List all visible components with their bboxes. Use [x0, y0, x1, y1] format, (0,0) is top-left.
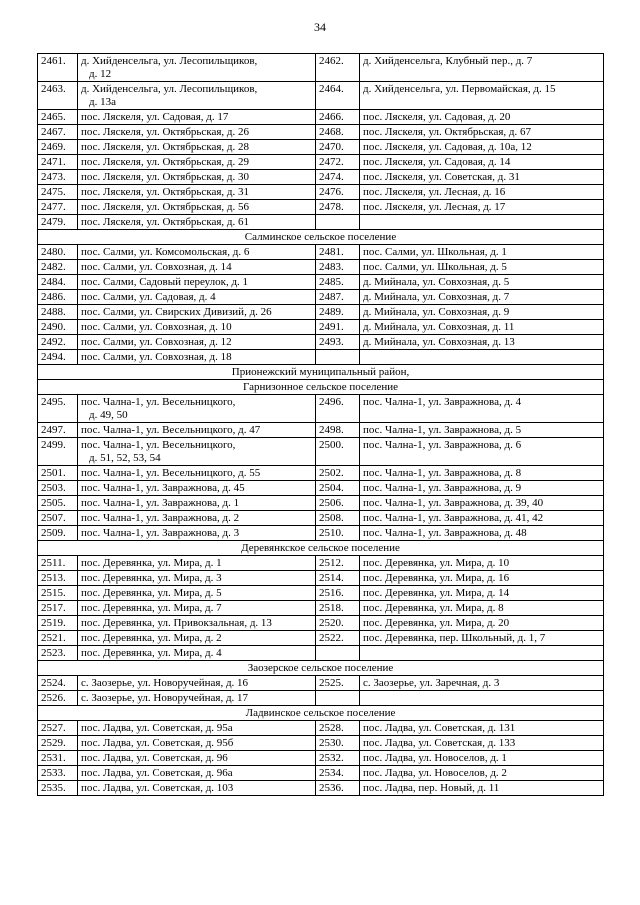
table-row	[38, 110, 604, 125]
entry-number: 2529.	[38, 736, 78, 751]
entry-number: 2504.	[316, 481, 360, 496]
table-row	[38, 496, 604, 511]
entry-number	[316, 350, 360, 365]
entry-address-line: пос. Деревянка, ул. Мира, д. 3	[81, 572, 222, 584]
entry-number: 2518.	[316, 601, 360, 616]
entry-number: 2468.	[316, 125, 360, 140]
entry-address: пос. Чална-1, ул. Завражнова, д. 8	[360, 466, 604, 481]
table-row	[38, 751, 604, 766]
entry-number: 2465.	[38, 110, 78, 125]
entry-address	[78, 170, 316, 185]
entry-address: пос. Ладва, ул. Новоселов, д. 1	[360, 751, 604, 766]
entry-address	[78, 571, 316, 586]
entry-address	[78, 155, 316, 170]
entry-address	[78, 290, 316, 305]
entry-number: 2479.	[38, 215, 78, 230]
entry-address-line: пос. Деревянка, ул. Мира, д. 4	[81, 647, 222, 659]
entry-address-line: пос. Чална-1, ул. Весельницкого, д. 47	[81, 424, 261, 436]
entry-number: 2505.	[38, 496, 78, 511]
table-row	[38, 350, 604, 365]
section-header-row	[38, 230, 604, 245]
entry-address	[78, 646, 316, 661]
entry-number: 2492.	[38, 335, 78, 350]
entry-number: 2512.	[316, 556, 360, 571]
entry-address: пос. Ляскеля, ул. Садовая, д. 14	[360, 155, 604, 170]
entry-number: 2508.	[316, 511, 360, 526]
entry-address	[360, 691, 604, 706]
entry-number: 2477.	[38, 200, 78, 215]
entry-address	[78, 275, 316, 290]
entry-number: 2520.	[316, 616, 360, 631]
entry-number: 2461.	[38, 54, 78, 82]
entry-address: пос. Деревянка, ул. Мира, д. 16	[360, 571, 604, 586]
entry-address	[78, 395, 316, 423]
entry-number: 2464.	[316, 82, 360, 110]
entry-address-line: пос. Деревянка, ул. Мира, д. 1	[81, 557, 222, 569]
entry-number: 2514.	[316, 571, 360, 586]
entry-address-line: пос. Ладва, ул. Советская, д. 95а	[81, 722, 233, 734]
table-row	[38, 140, 604, 155]
entry-number: 2497.	[38, 423, 78, 438]
entry-number: 2498.	[316, 423, 360, 438]
table-row	[38, 556, 604, 571]
entry-number: 2503.	[38, 481, 78, 496]
table-row	[38, 245, 604, 260]
entry-address	[78, 200, 316, 215]
entry-address: пос. Деревянка, ул. Мира, д. 20	[360, 616, 604, 631]
entry-number	[316, 646, 360, 661]
table-row	[38, 82, 604, 110]
entry-number: 2516.	[316, 586, 360, 601]
entry-address-line: пос. Ляскеля, ул. Октябрьская, д. 56	[81, 201, 250, 213]
entry-address-line: пос. Салми, ул. Совхозная, д. 14	[81, 261, 232, 273]
entry-number: 2495.	[38, 395, 78, 423]
entry-address: пос. Салми, ул. Школьная, д. 5	[360, 260, 604, 275]
entry-address-line: пос. Ляскеля, ул. Октябрьская, д. 61	[81, 216, 250, 228]
entry-number: 2517.	[38, 601, 78, 616]
entry-address: пос. Салми, ул. Школьная, д. 1	[360, 245, 604, 260]
section-header-row	[38, 661, 604, 676]
entry-address: пос. Деревянка, ул. Мира, д. 14	[360, 586, 604, 601]
entry-address: пос. Ляскеля, ул. Лесная, д. 16	[360, 185, 604, 200]
table-row	[38, 170, 604, 185]
entry-number: 2484.	[38, 275, 78, 290]
entry-address-line: пос. Ляскеля, ул. Октябрьская, д. 26	[81, 126, 250, 138]
entry-address: д. Хийденсельга, ул. Первомайская, д. 15	[360, 82, 604, 110]
table-row	[38, 305, 604, 320]
table-row	[38, 526, 604, 541]
entry-number: 2507.	[38, 511, 78, 526]
entry-number: 2490.	[38, 320, 78, 335]
entry-address: д. Мийнала, ул. Совхозная, д. 13	[360, 335, 604, 350]
entry-address	[78, 466, 316, 481]
entry-number: 2500.	[316, 438, 360, 466]
entry-address-line: пос. Ляскеля, ул. Октябрьская, д. 29	[81, 156, 250, 168]
entry-address-line: пос. Ляскеля, ул. Октябрьская, д. 28	[81, 141, 250, 153]
table-row	[38, 586, 604, 601]
section-title: Гарнизонное сельское поселение	[38, 380, 604, 395]
entry-address: пос. Чална-1, ул. Завражнова, д. 9	[360, 481, 604, 496]
section-header-row	[38, 541, 604, 556]
entry-address-line: пос. Чална-1, ул. Весельницкого,	[81, 396, 236, 408]
entry-address	[360, 215, 604, 230]
entry-address	[78, 766, 316, 781]
entry-address-line: пос. Ляскеля, ул. Октябрьская, д. 31	[81, 186, 250, 198]
entry-number: 2473.	[38, 170, 78, 185]
entry-number: 2511.	[38, 556, 78, 571]
entry-number: 2534.	[316, 766, 360, 781]
entry-number: 2502.	[316, 466, 360, 481]
entry-address-line: пос. Салми, ул. Совхозная, д. 12	[81, 336, 232, 348]
entry-number: 2470.	[316, 140, 360, 155]
entry-address	[78, 54, 316, 82]
entry-address	[78, 335, 316, 350]
entry-address	[78, 526, 316, 541]
entry-address	[78, 125, 316, 140]
section-header-row	[38, 706, 604, 721]
entry-address	[78, 140, 316, 155]
entry-address	[78, 185, 316, 200]
entry-address: с. Заозерье, ул. Заречная, д. 3	[360, 676, 604, 691]
entry-address	[78, 423, 316, 438]
entry-address: пос. Ладва, ул. Советская, д. 133	[360, 736, 604, 751]
entry-address: д. Мийнала, ул. Совхозная, д. 7	[360, 290, 604, 305]
entry-number: 2471.	[38, 155, 78, 170]
entry-address-line: пос. Чална-1, ул. Весельницкого, д. 55	[81, 467, 261, 479]
entry-address	[78, 736, 316, 751]
entry-number: 2482.	[38, 260, 78, 275]
section-title: Деревянкское сельское поселение	[38, 541, 604, 556]
entry-address-line: с. Заозерье, ул. Новоручейная, д. 17	[81, 692, 249, 704]
entry-address-line: пос. Деревянка, ул. Мира, д. 5	[81, 587, 222, 599]
table-row	[38, 631, 604, 646]
entry-address-line: пос. Чална-1, ул. Завражнова, д. 3	[81, 527, 240, 539]
entry-number: 2532.	[316, 751, 360, 766]
entry-address: пос. Деревянка, ул. Мира, д. 10	[360, 556, 604, 571]
section-header-row	[38, 380, 604, 395]
table-row	[38, 481, 604, 496]
section-header-row	[38, 365, 604, 380]
section-title: Ладвинское сельское поселение	[38, 706, 604, 721]
entry-address-line: пос. Чална-1, ул. Завражнова, д. 1	[81, 497, 240, 509]
entry-number: 2488.	[38, 305, 78, 320]
entry-number: 2463.	[38, 82, 78, 110]
entry-number: 2509.	[38, 526, 78, 541]
table-row	[38, 185, 604, 200]
entry-number: 2523.	[38, 646, 78, 661]
address-table-body	[38, 54, 604, 796]
entry-address	[78, 631, 316, 646]
entry-address: д. Хийденсельга, Клубный пер., д. 7	[360, 54, 604, 82]
entry-number: 2491.	[316, 320, 360, 335]
table-row	[38, 423, 604, 438]
entry-address: д. Мийнала, ул. Совхозная, д. 9	[360, 305, 604, 320]
entry-address: пос. Чална-1, ул. Завражнова, д. 6	[360, 438, 604, 466]
table-row	[38, 200, 604, 215]
table-row	[38, 601, 604, 616]
entry-number: 2462.	[316, 54, 360, 82]
entry-address	[78, 556, 316, 571]
entry-number: 2530.	[316, 736, 360, 751]
entry-number: 2515.	[38, 586, 78, 601]
table-row	[38, 571, 604, 586]
entry-number: 2524.	[38, 676, 78, 691]
entry-number: 2475.	[38, 185, 78, 200]
entry-address-line: пос. Деревянка, ул. Мира, д. 7	[81, 602, 222, 614]
entry-address-continuation: д. 12	[89, 68, 112, 80]
table-row	[38, 766, 604, 781]
entry-address-line: пос. Салми, ул. Совхозная, д. 18	[81, 351, 232, 363]
entry-number: 2531.	[38, 751, 78, 766]
entry-address	[78, 721, 316, 736]
table-row	[38, 290, 604, 305]
entry-address: пос. Чална-1, ул. Завражнова, д. 39, 40	[360, 496, 604, 511]
entry-address-line: пос. Салми, Садовый переулок, д. 1	[81, 276, 249, 288]
table-row	[38, 320, 604, 335]
entry-address	[78, 586, 316, 601]
entry-address	[78, 350, 316, 365]
table-row	[38, 721, 604, 736]
entry-number: 2486.	[38, 290, 78, 305]
entry-number: 2510.	[316, 526, 360, 541]
entry-number: 2493.	[316, 335, 360, 350]
entry-address: пос. Ляскеля, ул. Садовая, д. 20	[360, 110, 604, 125]
entry-number: 2506.	[316, 496, 360, 511]
entry-address	[360, 350, 604, 365]
entry-address: пос. Чална-1, ул. Завражнова, д. 48	[360, 526, 604, 541]
entry-address	[78, 676, 316, 691]
entry-number: 2522.	[316, 631, 360, 646]
entry-number: 2521.	[38, 631, 78, 646]
entry-address	[78, 781, 316, 796]
entry-number: 2466.	[316, 110, 360, 125]
entry-address-line: пос. Чална-1, ул. Завражнова, д. 2	[81, 512, 240, 524]
entry-number: 2526.	[38, 691, 78, 706]
entry-address-line: пос. Салми, ул. Свирских Дивизий, д. 26	[81, 306, 272, 318]
entry-number: 2536.	[316, 781, 360, 796]
table-row	[38, 466, 604, 481]
entry-address	[78, 320, 316, 335]
entry-number: 2527.	[38, 721, 78, 736]
entry-address-continuation: д. 13а	[89, 96, 116, 108]
entry-address-line: пос. Салми, ул. Комсомольская, д. 6	[81, 246, 250, 258]
entry-number: 2519.	[38, 616, 78, 631]
table-row	[38, 676, 604, 691]
entry-number: 2496.	[316, 395, 360, 423]
entry-address-line: пос. Ладва, ул. Советская, д. 95б	[81, 737, 234, 749]
entry-address-line: пос. Ладва, ул. Советская, д. 96а	[81, 767, 233, 779]
section-title: Салминское сельское поселение	[38, 230, 604, 245]
entry-address-line: пос. Салми, ул. Совхозная, д. 10	[81, 321, 232, 333]
entry-number: 2535.	[38, 781, 78, 796]
entry-number: 2483.	[316, 260, 360, 275]
entry-address	[78, 751, 316, 766]
table-row	[38, 54, 604, 82]
entry-address	[78, 511, 316, 526]
entry-number	[316, 215, 360, 230]
entry-address	[78, 616, 316, 631]
entry-number: 2501.	[38, 466, 78, 481]
table-row	[38, 215, 604, 230]
entry-address	[78, 82, 316, 110]
table-row	[38, 511, 604, 526]
entry-address-line: д. Хийденсельга, ул. Лесопильщиков,	[81, 83, 258, 95]
entry-address-line: д. Хийденсельга, ул. Лесопильщиков,	[81, 55, 258, 67]
address-table	[37, 53, 604, 796]
table-row	[38, 736, 604, 751]
entry-address: пос. Чална-1, ул. Завражнова, д. 41, 42	[360, 511, 604, 526]
entry-address	[78, 215, 316, 230]
table-row	[38, 125, 604, 140]
entry-number: 2476.	[316, 185, 360, 200]
entry-address	[78, 601, 316, 616]
section-title: Прионежский муниципальный район,	[38, 365, 604, 380]
entry-address: д. Мийнала, ул. Совхозная, д. 11	[360, 320, 604, 335]
entry-address: пос. Деревянка, ул. Мира, д. 8	[360, 601, 604, 616]
table-row	[38, 275, 604, 290]
entry-number	[316, 691, 360, 706]
entry-number: 2485.	[316, 275, 360, 290]
entry-number: 2525.	[316, 676, 360, 691]
page-number: 34	[314, 20, 326, 34]
entry-address: д. Мийнала, ул. Совхозная, д. 5	[360, 275, 604, 290]
entry-address-continuation: д. 49, 50	[89, 409, 128, 421]
entry-address-line: пос. Чална-1, ул. Весельницкого,	[81, 439, 236, 451]
entry-address	[360, 646, 604, 661]
table-row	[38, 335, 604, 350]
entry-number: 2533.	[38, 766, 78, 781]
entry-address: пос. Чална-1, ул. Завражнова, д. 4	[360, 395, 604, 423]
entry-address	[78, 245, 316, 260]
table-row	[38, 781, 604, 796]
entry-address	[78, 438, 316, 466]
entry-number: 2469.	[38, 140, 78, 155]
entry-address-line: пос. Деревянка, ул. Мира, д. 2	[81, 632, 222, 644]
table-row	[38, 260, 604, 275]
entry-address-line: пос. Чална-1, ул. Завражнова, д. 45	[81, 482, 245, 494]
entry-address-line: с. Заозерье, ул. Новоручейная, д. 16	[81, 677, 249, 689]
entry-address: пос. Ладва, пер. Новый, д. 11	[360, 781, 604, 796]
entry-number: 2467.	[38, 125, 78, 140]
table-row	[38, 438, 604, 466]
entry-number: 2480.	[38, 245, 78, 260]
entry-address-continuation: д. 51, 52, 53, 54	[89, 452, 161, 464]
entry-number: 2494.	[38, 350, 78, 365]
table-row	[38, 395, 604, 423]
entry-address	[78, 481, 316, 496]
entry-address-line: пос. Ляскеля, ул. Садовая, д. 17	[81, 111, 229, 123]
entry-address-line: пос. Ладва, ул. Советская, д. 96	[81, 752, 228, 764]
entry-address	[78, 260, 316, 275]
entry-number: 2487.	[316, 290, 360, 305]
entry-address: пос. Ляскеля, ул. Садовая, д. 10а, 12	[360, 140, 604, 155]
entry-address-line: пос. Ладва, ул. Советская, д. 103	[81, 782, 234, 794]
entry-address: пос. Чална-1, ул. Завражнова, д. 5	[360, 423, 604, 438]
entry-number: 2472.	[316, 155, 360, 170]
entry-address: пос. Деревянка, пер. Школьный, д. 1, 7	[360, 631, 604, 646]
entry-address	[78, 691, 316, 706]
entry-address	[78, 110, 316, 125]
entry-number: 2513.	[38, 571, 78, 586]
entry-number: 2481.	[316, 245, 360, 260]
entry-address-line: пос. Деревянка, ул. Привокзальная, д. 13	[81, 617, 272, 629]
entry-number: 2528.	[316, 721, 360, 736]
entry-address	[78, 305, 316, 320]
entry-address: пос. Ладва, ул. Советская, д. 131	[360, 721, 604, 736]
entry-address-line: пос. Ляскеля, ул. Октябрьская, д. 30	[81, 171, 250, 183]
entry-number: 2499.	[38, 438, 78, 466]
section-title: Заозерское сельское поселение	[38, 661, 604, 676]
table-row	[38, 691, 604, 706]
entry-address: пос. Ляскеля, ул. Октябрьская, д. 67	[360, 125, 604, 140]
entry-address	[78, 496, 316, 511]
entry-number: 2478.	[316, 200, 360, 215]
table-row	[38, 646, 604, 661]
entry-address: пос. Ляскеля, ул. Лесная, д. 17	[360, 200, 604, 215]
entry-number: 2474.	[316, 170, 360, 185]
entry-address-line: пос. Салми, ул. Садовая, д. 4	[81, 291, 216, 303]
table-row	[38, 155, 604, 170]
entry-number: 2489.	[316, 305, 360, 320]
entry-address: пос. Ляскеля, ул. Советская, д. 31	[360, 170, 604, 185]
entry-address: пос. Ладва, ул. Новоселов, д. 2	[360, 766, 604, 781]
table-row	[38, 616, 604, 631]
